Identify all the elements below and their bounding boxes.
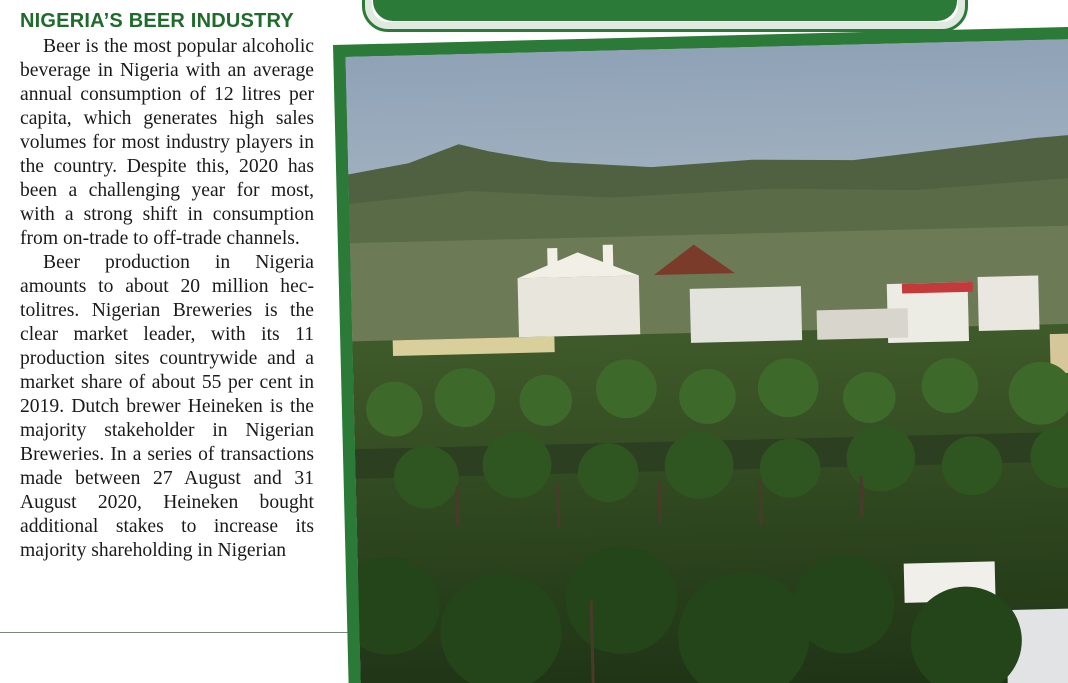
article-heading: NIGERIA’S BEER INDUSTRY bbox=[20, 10, 294, 32]
photo-frame bbox=[333, 26, 1068, 683]
decorative-banner-fill bbox=[373, 0, 957, 21]
column-divider bbox=[0, 632, 358, 633]
article-column bbox=[20, 10, 314, 563]
decorative-banner bbox=[362, 0, 968, 32]
city-skyline-photo bbox=[345, 38, 1068, 683]
article-paragraph-1: Beer is the most popular alcoholic beverage in Nigeria with an average annual consumption of 12 litres per capita, which generates high sales volumes for most industry players in the country. Despite this, 2020 has been a challenging year for most, with a strong shift in consumption from on-trade to off-trade channels. bbox=[20, 36, 314, 249]
article-paragraph-2: Beer production in Nigeria amounts to about 20 million hectolitres. Nigerian Breweries is the clear market leader, with its 11 production sites countrywide and a market share of about 55 per cent in 2019. Dutch brewer Heineken is the majority stakeholder in Nigerian Breweries. In a series of transactions made between 27 August and 31 August 2020, Heineken bought additional stakes to increase its majority shareholding in Nigerian bbox=[20, 252, 314, 561]
city-skyline-illustration bbox=[345, 38, 1068, 683]
